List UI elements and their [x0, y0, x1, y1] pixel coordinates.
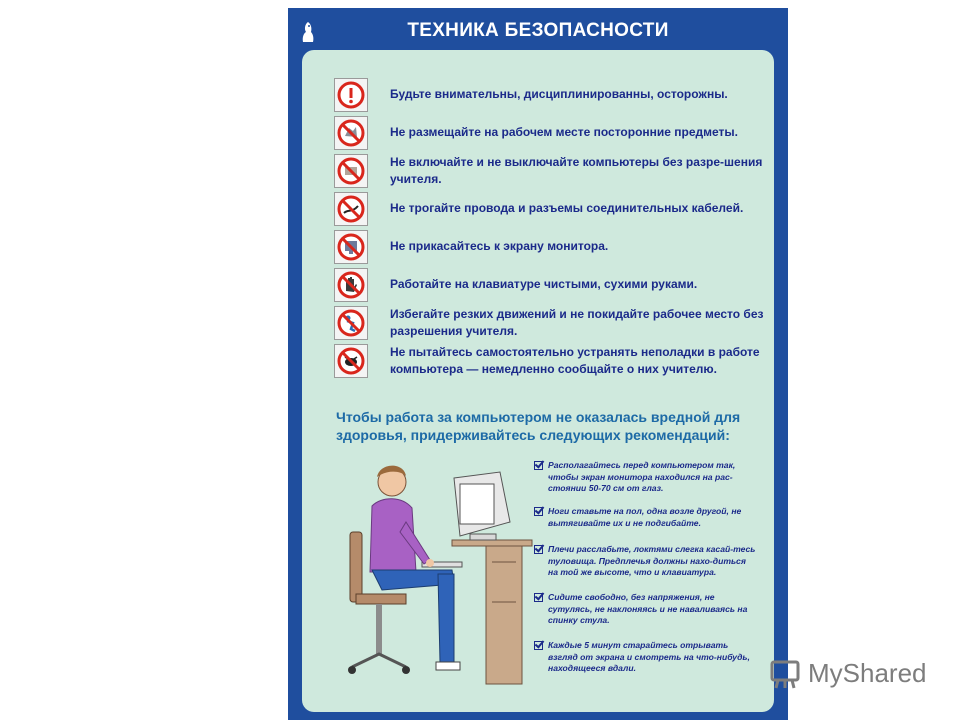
rule-text: Работайте на клавиатуре чистыми, сухими руками.	[390, 277, 698, 291]
no-objects-icon	[334, 116, 368, 150]
recommendation-text: Плечи расслабьте, локтями слегка касай-тесь туловища. Предплечья должны нахо-диться на той же высоте, что и клавиатура.	[548, 544, 756, 577]
no-sudden-moves-icon	[334, 306, 368, 340]
poster-header	[288, 8, 788, 52]
content-panel	[302, 50, 774, 712]
recommendation-text: Сидите свободно, без напряжения, не сутулясь, не наклоняясь и не наваливаясь на спинку стула.	[548, 592, 748, 625]
checkbox-icon	[534, 593, 543, 602]
rule-text: Не включайте и не выключайте компьютеры без разре-шения учителя.	[390, 155, 763, 186]
poster-title: ТЕХНИКА БЕЗОПАСНОСТИ	[407, 20, 669, 41]
checkbox-icon	[534, 461, 543, 470]
no-touch-screen-icon	[334, 230, 368, 264]
workstation-illustration	[342, 462, 542, 688]
rule-text: Будьте внимательны, дисциплинированны, осторожны.	[390, 87, 728, 101]
checkbox-icon	[534, 641, 543, 650]
clean-hands-icon	[334, 268, 368, 302]
recommendation-text: Располагайтесь перед компьютером так, чтобы экран монитора находился на рас-стоянии 50-70 см от глаз.	[548, 460, 736, 493]
recommendation-text: Каждые 5 минут старайтесь отрывать взгляд от экрана и смотреть на что-нибудь, находящееся вдали.	[548, 640, 750, 673]
rule-text: Избегайте резких движений и не покидайте рабочее место без разрешения учителя.	[390, 307, 764, 338]
checkbox-icon	[534, 507, 543, 516]
no-self-repair-icon	[334, 344, 368, 378]
watermark	[768, 656, 948, 696]
no-switch-icon	[334, 154, 368, 188]
safety-poster	[288, 8, 788, 720]
rule-text: Не трогайте провода и разъемы соединительных кабелей.	[390, 201, 744, 215]
no-cables-icon	[334, 192, 368, 226]
checkbox-icon	[534, 545, 543, 554]
slideshow-logo-icon	[768, 656, 804, 692]
rule-text: Не прикасайтесь к экрану монитора.	[390, 239, 609, 253]
rule-text: Не пытайтесь самостоятельно устранять неполадки в работе компьютера — немедленно сообщайте о них учителю.	[390, 345, 760, 376]
exclamation-icon	[334, 78, 368, 112]
recommendation-text: Ноги ставьте на пол, одна возле другой, не вытягивайте их и не подгибайте.	[548, 506, 742, 528]
rule-text: Не размещайте на рабочем месте посторонние предметы.	[390, 125, 738, 139]
recommendations-heading: Чтобы работа за компьютером не оказалась вредной для здоровья, придерживайтесь следующих рекомендаций:	[336, 409, 741, 443]
watermark-text: MyShared	[808, 658, 927, 688]
